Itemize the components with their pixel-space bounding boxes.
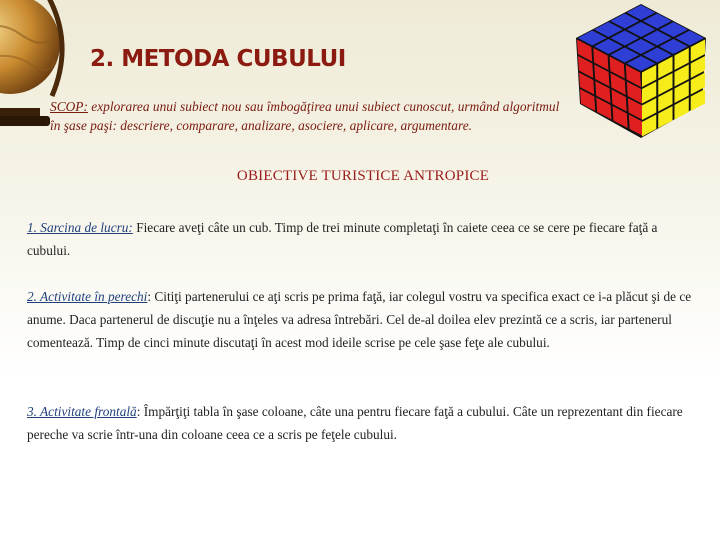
rubiks-cube-icon [566,0,716,140]
task-3-label: 3. Activitate frontală [27,404,137,419]
task-3 [27,400,697,446]
task-2-label: 2. Activitate în perechi [27,289,148,304]
task-2-text: : Citiţi partenerului ce aţi scris pe prima faţă, iar colegul vostru va specifica exact ce i-a plăcut şi de ce anume. Daca partenerul de discuţie nu a înţeles va adresa întrebări. Cel de-al doilea elev prezintă ce a scris, iar partenerul comentează. Timp de cinci minute discutaţi în acest mod ideile scrise pe cele şase feţe ale cubului. [27,289,692,350]
task-2 [27,285,697,354]
scope-label: SCOP: [50,99,88,114]
scope-text: explorarea unui subiect nou sau îmbogăţirea unui subiect cunoscut, urmând algoritmul în şase paşi: descriere, comparare, analizare, asociere, aplicare, argumentare. [50,99,560,133]
task-3-text: : Împărţiţi tabla în şase coloane, câte una pentru fiecare faţă a cubului. Câte un reprezentant din fiecare pereche va scrie într-una din coloane ceea ce a scris pe feţele cubului. [27,404,683,442]
task-1 [27,216,697,262]
page-title: 2. METODA CUBULUI [90,46,346,72]
task-1-text: Fiecare aveţi câte un cub. Timp de trei minute completaţi în caiete ceea ce se cere pe fiecare faţă a cubului. [27,220,658,258]
scope-paragraph [50,97,570,135]
section-subtitle: OBIECTIVE TURISTICE ANTROPICE [236,168,490,184]
task-1-label: 1. Sarcina de lucru: [27,220,133,235]
